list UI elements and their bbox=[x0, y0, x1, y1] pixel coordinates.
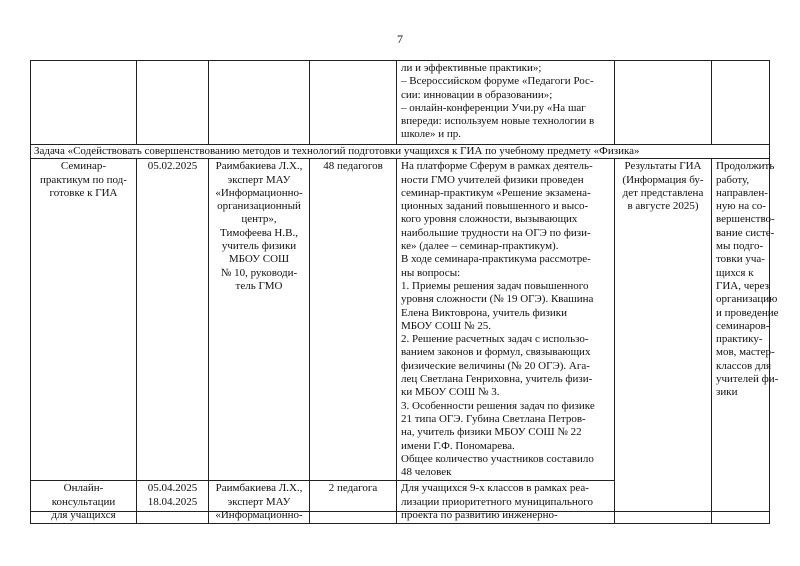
description-cell bbox=[397, 159, 615, 481]
text-line: Раимбакиева Л.Х., bbox=[215, 160, 303, 173]
text-line: ки МБОУ СОШ № 3. bbox=[401, 386, 500, 399]
text-line: эксперт МАУ bbox=[227, 173, 291, 186]
text-line: школе» и пр. bbox=[401, 128, 462, 141]
text-line: 48 педагогов bbox=[323, 160, 383, 173]
date-cell bbox=[137, 159, 209, 481]
text-line: На платформе Сферум в рамках деятель- bbox=[401, 160, 593, 173]
text-line: эксперт МАУ bbox=[227, 495, 291, 508]
results-cell bbox=[615, 159, 712, 524]
text-line: «Информационно- bbox=[215, 186, 303, 199]
task-heading: Задача «Содействовать совершенствованию методов и технологий подготовки учащихся к ГИА по учебному предмету «Физика» bbox=[31, 145, 770, 159]
text-line: мов, мастер- bbox=[716, 346, 775, 359]
text-line: 48 человек bbox=[401, 466, 452, 479]
date-cell bbox=[137, 481, 209, 524]
text-line: физические величины (№ 20 ОГЭ). Ага- bbox=[401, 359, 590, 372]
text-line: ционных заданий повышенного и высо- bbox=[401, 200, 589, 213]
text-line: на, учитель физики МБОУ СОШ № 22 bbox=[401, 426, 582, 439]
text-line: практикум по под- bbox=[40, 173, 127, 186]
text-line: дет представлена bbox=[622, 186, 704, 199]
text-line: зики bbox=[716, 386, 738, 399]
page-number: 7 bbox=[397, 32, 403, 46]
text-line: щихся к bbox=[716, 266, 754, 279]
text-line: Результаты ГИА bbox=[624, 160, 702, 173]
text-line: организационный bbox=[217, 200, 301, 213]
text-line: мы подго- bbox=[716, 240, 764, 253]
text-line: имени Г.Ф. Пономарева. bbox=[401, 439, 515, 452]
text-line: 1. Приемы решения задач повышенного bbox=[401, 279, 589, 292]
text-line: Семинар- bbox=[60, 160, 107, 173]
participants-cell bbox=[310, 481, 397, 524]
text-line: 05.02.2025 bbox=[147, 160, 198, 173]
text-line: МБОУ СОШ bbox=[228, 253, 290, 266]
text-line: МБОУ СОШ № 25. bbox=[401, 319, 492, 332]
description-cell bbox=[397, 481, 615, 524]
text-line: сии: инновации в образовании»; bbox=[401, 88, 553, 101]
text-line: проекта по развитию инженерно- bbox=[401, 509, 558, 522]
text-line: 3. Особенности решения задач по физике bbox=[401, 399, 595, 412]
text-line: практику- bbox=[716, 333, 763, 346]
text-line: (Информация бу- bbox=[622, 173, 704, 186]
text-line: Тимофеева Н.В., bbox=[220, 226, 298, 239]
text-line: наибольшие трудности на ОГЭ по физи- bbox=[401, 226, 591, 239]
report-table bbox=[30, 60, 779, 524]
text-line: лизации приоритетного муниципального bbox=[401, 495, 594, 508]
text-line: впереди: используем новые технологии в bbox=[401, 115, 595, 128]
text-line: 2. Решение расчетных задач с использо- bbox=[401, 333, 589, 346]
text-line: учителей фи- bbox=[716, 373, 779, 386]
text-line: работу, bbox=[716, 173, 750, 186]
text-line: семинаров- bbox=[716, 319, 770, 332]
text-line: для учащихся bbox=[51, 509, 116, 522]
table-row bbox=[31, 159, 770, 481]
participants-cell bbox=[310, 159, 397, 481]
text-line: ности ГМО учителей физики проведен bbox=[401, 173, 584, 186]
text-line: организацию bbox=[716, 293, 778, 306]
table-row bbox=[31, 61, 770, 145]
text-line: 18.04.2025 bbox=[147, 495, 198, 508]
responsible-cell bbox=[209, 481, 310, 524]
text-line: консультации bbox=[51, 495, 116, 508]
responsible-cell bbox=[209, 159, 310, 481]
text-line: – онлайн-конференции Учи.ру «На шаг bbox=[401, 101, 586, 114]
text-line: готовке к ГИА bbox=[49, 186, 118, 199]
text-line: кого уровня сложности, вызывающих bbox=[401, 213, 578, 226]
task-row bbox=[31, 145, 770, 159]
text-line: учитель физики bbox=[221, 240, 297, 253]
description-cell bbox=[397, 61, 615, 145]
text-line: направлен- bbox=[716, 186, 768, 199]
text-line: ванием законов и формул, связывающих bbox=[401, 346, 591, 359]
text-line: № 10, руководи- bbox=[220, 266, 298, 279]
text-line: – Всероссийском форуме «Педагоги Рос- bbox=[401, 75, 594, 88]
event-cell bbox=[31, 481, 137, 524]
text-line: Онлайн- bbox=[63, 482, 104, 495]
text-line: в августе 2025) bbox=[627, 200, 699, 213]
text-line: ке» (далее – семинар-практикум). bbox=[401, 240, 559, 253]
text-line: классов для bbox=[716, 359, 772, 372]
table-bottom-border bbox=[30, 511, 769, 512]
text-line: ны вопросы: bbox=[401, 266, 461, 279]
text-line: уровня сложности (№ 19 ОГЭ). Квашина bbox=[401, 293, 594, 306]
text-line: ную на со- bbox=[716, 200, 766, 213]
text-line: «Информационно- bbox=[215, 509, 303, 522]
text-line: лец Светлана Генриховна, учитель физи- bbox=[401, 373, 593, 386]
text-line: 21 типа ОГЭ. Губина Светлана Петров- bbox=[401, 412, 586, 425]
proposals-cell bbox=[712, 159, 779, 524]
text-line: Продолжить bbox=[716, 160, 775, 173]
text-line: Общее количество участников составило bbox=[401, 452, 594, 465]
text-line: вание систе- bbox=[716, 226, 775, 239]
text-line: В ходе семинара-практикума рассмотре- bbox=[401, 253, 591, 266]
text-line: тель ГМО bbox=[235, 279, 283, 292]
text-line: Для учащихся 9-х классов в рамках реа- bbox=[401, 482, 589, 495]
text-line: ли и эффективные практики»; bbox=[401, 62, 542, 74]
text-line: семинар-практикум «Решение экзамена- bbox=[401, 186, 591, 199]
text-line: и проведение bbox=[716, 306, 779, 319]
text-line: Раимбакиева Л.Х., bbox=[215, 482, 303, 495]
text-line: 2 педагога bbox=[328, 482, 378, 495]
text-line: товки уча- bbox=[716, 253, 765, 266]
event-cell bbox=[31, 159, 137, 481]
text-line: ГИА, через bbox=[716, 279, 770, 292]
text-line: вершенство- bbox=[716, 213, 775, 226]
text-line: центр», bbox=[241, 213, 277, 226]
text-line: Елена Виктоврона, учитель физики bbox=[401, 306, 567, 319]
text-line: 05.04.2025 bbox=[147, 482, 198, 495]
